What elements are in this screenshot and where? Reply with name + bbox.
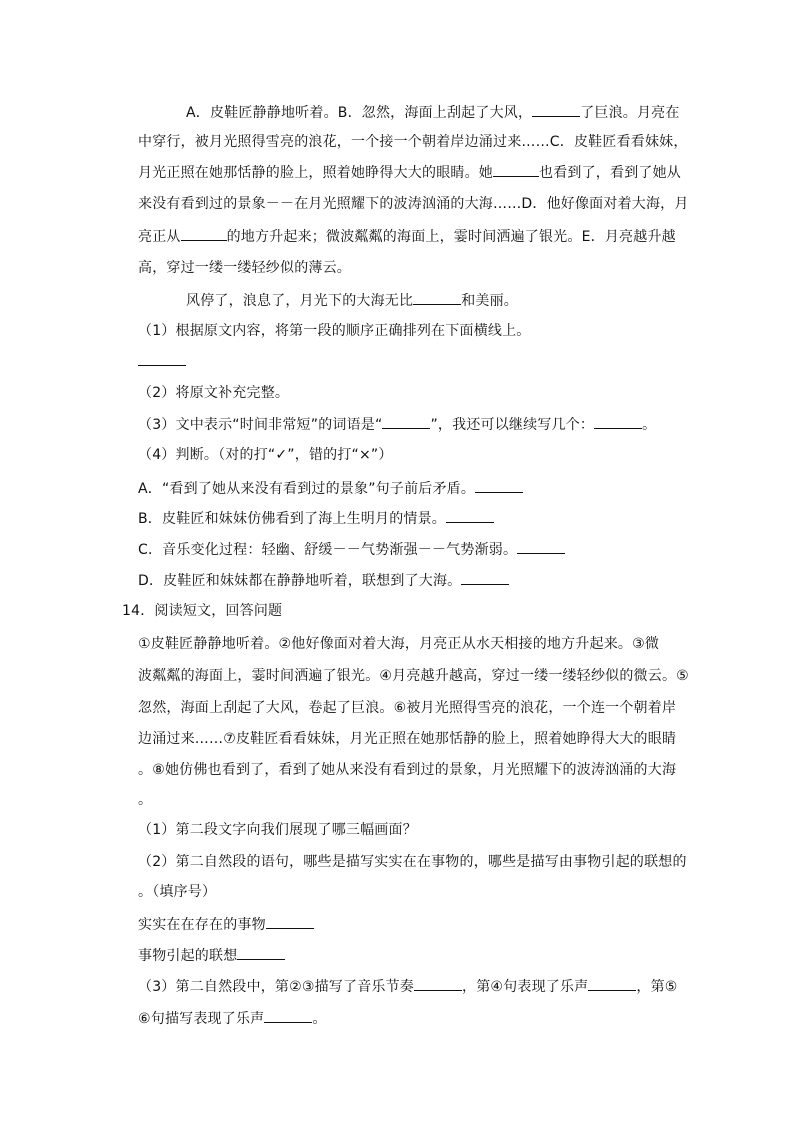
answer-blank[interactable] [414, 976, 462, 991]
passage-line-2 [138, 132, 688, 152]
answer-blank[interactable] [532, 102, 580, 117]
question-14-heading [122, 601, 282, 621]
question-text: （1）根据原文内容，将第一段的顺序正确排列在下面横线上。 [138, 323, 531, 339]
passage-text: 了巨浪。月亮在 [580, 105, 680, 121]
q14-passage-line-3 [138, 698, 676, 718]
question-text: ，第④句表现了乐声 [462, 979, 589, 995]
question-text: 。 [312, 1011, 327, 1027]
question-text: （3）文中表示“时间非常短”的词语是“ [138, 417, 383, 433]
passage-text: 也看到了，看到了她从 [539, 165, 681, 181]
q14-subquestion-3 [138, 976, 678, 997]
q14-passage-line-1 [138, 634, 659, 654]
passage-text: 。⑧她仿佛也看到了，看到了她从来没有看到过的景象，月光照耀下的波涛汹涌的大海 [138, 762, 677, 778]
q14-passage-line-5 [138, 760, 676, 780]
passage-text: 忽然，海面上刮起了大风，卷起了巨浪。⑥被月光照得雪亮的浪花，一个连一个朝着岸 [138, 700, 677, 716]
q14-subquestion-3-cont [138, 1008, 327, 1029]
question-1 [138, 321, 531, 341]
q14-subquestion-2-cont [138, 882, 216, 902]
answer-blank[interactable] [138, 351, 186, 366]
question-text: C．音乐变化过程：轻幽、舒缓－－气势渐强－－气势渐弱。 [138, 542, 518, 558]
judge-item-c [138, 539, 565, 560]
question-text: D．皮鞋匠和妹妹都在静静地听着，联想到了大海。 [138, 573, 462, 589]
question-3 [138, 414, 656, 435]
question-text: A．“看到了她从来没有看到过的景象”句子前后矛盾。 [138, 481, 476, 497]
judge-item-a [138, 478, 523, 499]
answer-blank[interactable] [475, 478, 523, 493]
question-text: 实实在在存在的事物 [138, 917, 266, 933]
passage-text: 高，穿过一缕一缕轻纱似的薄云。 [138, 260, 351, 276]
answer-blank[interactable] [446, 508, 494, 523]
question-text: ，第⑤ [636, 979, 678, 995]
q14-associations [138, 945, 285, 966]
q14-subquestion-1 [138, 820, 417, 840]
passage-text: 中穿行，被月光照得雪亮的浪花，一个接一个朝着岸边涌过来……C．皮鞋匠看看妹妹， [138, 134, 688, 150]
q14-real-things [138, 914, 314, 935]
question-text: （3）第二自然段中，第②③描写了音乐节奏 [138, 979, 415, 995]
answer-blank[interactable] [382, 414, 430, 429]
heading-text: 14．阅读短文，回答问题 [122, 603, 283, 619]
passage-text: 。 [138, 792, 153, 808]
passage-line-1 [186, 102, 680, 123]
passage-text: 风停了，浪息了，月光下的大海无比 [186, 293, 414, 309]
question-text: 。（填序号） [138, 884, 217, 900]
passage-line-4 [138, 194, 689, 214]
passage-text: 波粼粼的海面上，霎时间洒遍了银光。④月亮越升越高，穿过一缕一缕轻纱似的微云。⑤ [138, 668, 689, 684]
answer-blank[interactable] [493, 162, 539, 177]
answer-blank[interactable] [461, 570, 509, 585]
passage-text: ①皮鞋匠静静地听着。②他好像面对着大海，月亮正从水天相接的地方升起来。③微 [138, 636, 660, 652]
question-text: （2）将原文补充完整。 [138, 385, 290, 401]
passage-line-3 [138, 162, 681, 183]
passage-text: 亮正从 [138, 229, 181, 245]
q14-passage-line-6 [138, 790, 152, 810]
passage-text: 月光正照在她那恬静的脸上，照着她睁得大大的眼睛。她 [138, 165, 493, 181]
question-text: 。 [642, 417, 657, 433]
question-text: B．皮鞋匠和妹妹仿佛看到了海上生明月的情景。 [138, 511, 447, 527]
q14-subquestion-2 [138, 852, 687, 872]
answer-blank[interactable] [517, 539, 565, 554]
judge-item-b [138, 508, 494, 529]
question-1-answer-line [138, 351, 186, 372]
answer-blank[interactable] [413, 290, 461, 305]
answer-blank[interactable] [264, 1008, 312, 1023]
question-text: ”，我还可以继续写几个： [430, 417, 595, 433]
question-text: ⑥句描写表现了乐声 [138, 1011, 265, 1027]
answer-blank[interactable] [237, 945, 285, 960]
passage-text: 边涌过来……⑦皮鞋匠看看妹妹，月光正照在她那恬静的脸上，照着她睁得大大的眼睛 [138, 731, 677, 747]
passage-line-7 [186, 290, 518, 311]
answer-blank[interactable] [588, 976, 636, 991]
passage-line-5 [138, 226, 676, 247]
passage-text: 和美丽。 [461, 293, 519, 309]
question-text: （2）第二自然段的语句，哪些是描写实实在在事物的，哪些是描写由事物引起的联想的 [138, 854, 687, 870]
question-text: 事物引起的联想 [138, 948, 238, 964]
passage-text: A．皮鞋匠静静地听着。B．忽然，海面上刮起了大风， [186, 105, 533, 121]
q14-passage-line-4 [138, 729, 676, 749]
passage-text: 来没有看到过的景象－－在月光照耀下的波涛汹涌的大海……D．他好像面对着大海，月 [138, 196, 689, 212]
question-2 [138, 383, 289, 403]
passage-line-6 [138, 258, 351, 278]
answer-blank[interactable] [181, 226, 227, 241]
answer-blank[interactable] [594, 414, 642, 429]
question-text: （4）判断。（对的打“✓”，错的打“×”） [138, 447, 393, 463]
answer-blank[interactable] [266, 914, 314, 929]
question-4 [138, 445, 393, 465]
q14-passage-line-2 [138, 666, 689, 686]
question-text: （1）第二段文字向我们展现了哪三幅画面？ [138, 822, 417, 838]
judge-item-d [138, 570, 509, 591]
passage-text: 的地方升起来；微波粼粼的海面上，霎时间洒遍了银光。E．月亮越升越 [226, 229, 676, 245]
